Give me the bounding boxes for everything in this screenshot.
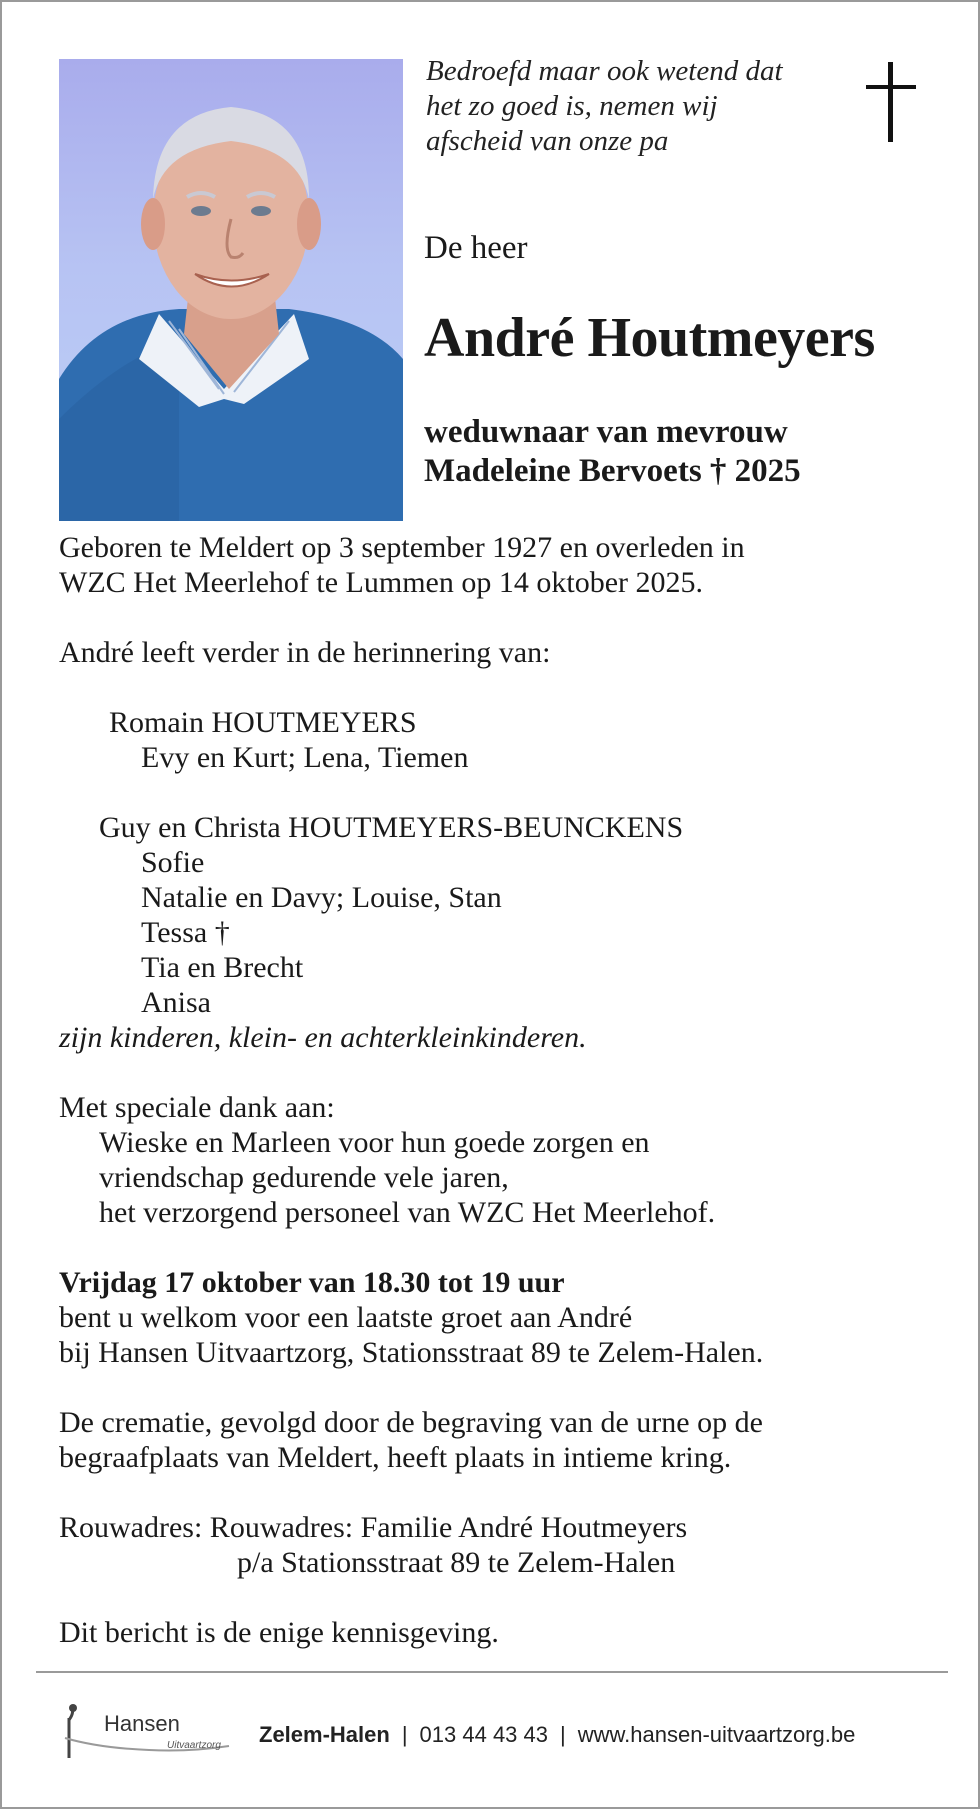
family-member: Natalie en Davy; Louise, Stan (141, 881, 502, 914)
widower-of (424, 413, 801, 491)
funeral-home-logo (59, 1698, 239, 1768)
family-member: Anisa (141, 986, 211, 1019)
mourning-address: Rouwadres: Rouwadres: Familie André Houtmeyers (59, 1511, 688, 1544)
memory-intro: André leeft verder in de herinnering van: (59, 636, 551, 669)
quote-line: Bedroefd maar ook wetend dat (426, 55, 783, 87)
family-member: Sofie (141, 846, 205, 879)
family-member: Tia en Brecht (141, 951, 304, 984)
logo-subtitle: Uitvaartzorg (167, 1740, 221, 1751)
visit-heading: Vrijdag 17 oktober van 18.30 tot 19 uur (59, 1266, 565, 1299)
logo-name: Hansen (104, 1711, 180, 1736)
visit-line: bij Hansen Uitvaartzorg, Stationsstraat 89 te Zelem-Halen. (59, 1336, 764, 1369)
thanks-line: het verzorgend personeel van WZC Het Meerlehof. (99, 1196, 716, 1229)
cremation-line: begraafplaats van Meldert, heeft plaats in intieme kring. (59, 1441, 732, 1474)
birth-death-line: WZC Het Meerlehof te Lummen op 14 oktober 2025. (59, 566, 704, 599)
quote-line: het zo goed is, nemen wij (426, 90, 718, 122)
quote-line: afscheid van onze pa (426, 125, 669, 157)
widower-line: weduwnaar van mevrouw (424, 414, 788, 450)
family-member: Evy en Kurt; Lena, Tiemen (141, 741, 469, 774)
family-head: Romain HOUTMEYERS (109, 706, 417, 739)
thanks-intro: Met speciale dank aan: (59, 1091, 335, 1124)
separator: | (401, 1722, 408, 1747)
separator: | (560, 1722, 566, 1747)
family-head: Guy en Christa HOUTMEYERS-BEUNCKENS (99, 811, 684, 844)
visit-line: bent u welkom voor een laatste groet aan André (59, 1301, 633, 1334)
cross-icon (866, 62, 916, 142)
footer-phone[interactable]: 013 44 43 43 (419, 1722, 549, 1747)
widower-line: Madeleine Bervoets † 2025 (424, 453, 801, 489)
opening-quote (426, 54, 826, 159)
obituary-text (59, 530, 939, 1650)
deceased-name: André Houtmeyers (424, 307, 875, 369)
closing-note: Dit bericht is de enige kennisgeving. (59, 1616, 499, 1649)
cremation-line: De crematie, gevolgd door de begraving van de urne op de (59, 1406, 763, 1439)
family-member: Tessa † (141, 916, 230, 949)
birth-death-line: Geboren te Meldert op 3 september 1927 en overleden in (59, 531, 745, 564)
thanks-line: vriendschap gedurende vele jaren, (99, 1161, 509, 1194)
footer-divider (36, 1671, 948, 1673)
portrait-illustration (59, 59, 403, 521)
contact-line (259, 1722, 855, 1748)
mourning-address-line2: p/a Stationsstraat 89 te Zelem-Halen (237, 1546, 676, 1579)
footer (59, 1698, 939, 1768)
honorific: De heer (424, 230, 528, 266)
footer-town: Zelem-Halen (259, 1722, 390, 1747)
portrait-photo (59, 59, 403, 521)
thanks-line: Wieske en Marleen voor hun goede zorgen en (99, 1126, 650, 1159)
family-caption: zijn kinderen, klein- en achterkleinkinderen. (59, 1021, 587, 1054)
footer-website[interactable]: www.hansen-uitvaartzorg.be (577, 1722, 856, 1747)
